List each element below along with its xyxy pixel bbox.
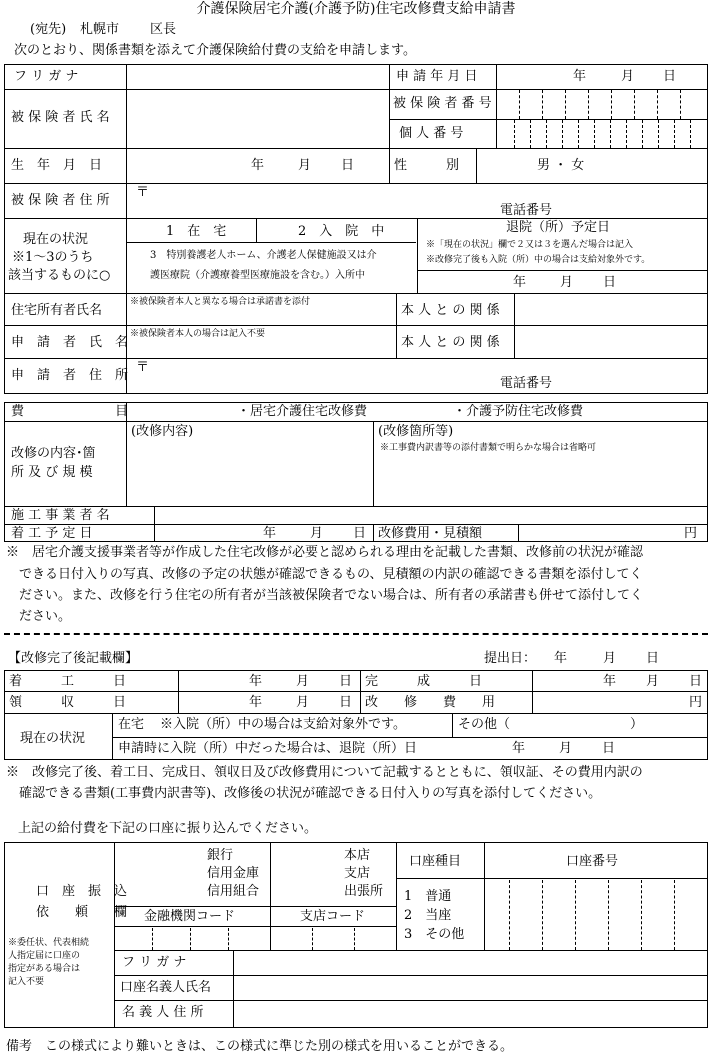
remarks: 備考 この様式により難いときは、この様式に準じた別の様式を用いることができる。 [6, 1039, 514, 1054]
status-label-3: 該当するものに○ [8, 268, 111, 283]
account-type-other[interactable]: 3 その他 [404, 927, 465, 942]
content-sub-label: (改修内容) [131, 424, 194, 439]
bank-note-4: 記入不要 [8, 977, 45, 987]
furigana-label: フ リ ガ ナ [14, 69, 79, 84]
start-day: 日 [339, 674, 353, 689]
addressee-city: 札幌市 [80, 22, 120, 37]
complete-month: 月 [646, 674, 660, 689]
account-type-normal[interactable]: 1 普通 [404, 889, 452, 904]
branch-code-label: 支店コード [300, 909, 366, 924]
content-input[interactable] [128, 442, 371, 504]
receipt-month: 月 [296, 695, 310, 710]
cost-option-home[interactable]: ・居宅介護住宅改修費 [237, 404, 368, 419]
holder-address-input[interactable] [235, 1002, 707, 1027]
insured-name-input[interactable] [128, 91, 387, 147]
status-other-close: ） [630, 717, 644, 732]
branch-type-branch[interactable]: 支店 [344, 866, 371, 881]
discharge-day-2: 日 [602, 741, 616, 756]
start-planned-month: 月 [310, 526, 324, 541]
application-month: 月 [621, 69, 635, 84]
discharge-year-2: 年 [512, 741, 526, 756]
contractor-label: 施 工 事 業 者 名 [11, 508, 110, 523]
status-option-facility-2: 護医療院（介護療養型医療施設を含む。）入所中 [150, 270, 365, 281]
gender-label: 性 別 [394, 158, 460, 173]
content-label-1: 改修の内容･箇 [11, 446, 96, 461]
gender-options[interactable]: 男 ・ 女 [537, 158, 585, 173]
addressee-prefix: (宛先) [30, 22, 67, 37]
cut-line [4, 633, 708, 635]
complete-day-label: 完 成 日 [365, 674, 483, 689]
application-year: 年 [573, 69, 587, 84]
addressee-role: 区長 [150, 22, 177, 37]
bank-intro: 上記の給付費を下記の口座に振り込んでください。 [18, 821, 318, 836]
postal-mark: 〒 [136, 185, 150, 200]
status-option-home[interactable]: 1 在 宅 [166, 224, 227, 239]
location-sub-label: (改修箇所等) [378, 424, 454, 439]
receipt-year: 年 [249, 695, 263, 710]
receipt-day: 日 [339, 695, 353, 710]
discharge-date-label: 退院（所）予定日 [506, 220, 611, 235]
complete-year: 年 [603, 674, 617, 689]
birth-year: 年 [251, 158, 265, 173]
start-day-label: 着 工 日 [9, 674, 127, 689]
submit-month: 月 [603, 651, 617, 666]
personal-number-label: 個 人 番 号 [399, 126, 464, 141]
note2-line-2: 確認できる書類(工事費内訳書等)、改修後の状況が確認できる日付入りの写真を添付してください。 [6, 786, 602, 801]
completion-status-label: 現在の状況 [20, 731, 86, 746]
content-label-2: 所 及 び 規 模 [11, 465, 93, 480]
discharge-month: 月 [560, 275, 574, 290]
contractor-input[interactable] [156, 508, 706, 523]
note1-line-4: ださい。 [6, 609, 72, 624]
holder-furigana-input[interactable] [235, 952, 707, 974]
status-other[interactable]: その他（ [458, 717, 511, 732]
phone-label: 電話番号 [500, 203, 553, 218]
holder-furigana-label: フ リ ガ ナ [122, 955, 187, 970]
note1-line-3: ださい。また、改修を行う住宅の所有者が当該被保険者でない場合は、所有者の承諾書も併せて添付してく [6, 588, 644, 603]
bank-label-2: 依 頼 欄 [36, 905, 128, 920]
note2-line-1: ※ 改修完了後、着工日、完成日、領収日及び改修費用について記載するとともに、領収証、その費用内訳の [6, 765, 643, 780]
bank-note-1: ※委任状、代表相続 [8, 938, 90, 948]
form-title: 介護保険居宅介護(介護予防)住宅改修費支給申請書 [196, 1, 516, 17]
start-planned-label: 着 工 予 定 日 [11, 526, 93, 541]
note1-line-2: できる日付入りの写真、改修の予定の状態が確認できるもの、見積額の内訳の確認できる書類を添付してく [6, 567, 643, 582]
renovation-cost-label: 改 修 費 用 [365, 695, 496, 710]
applicant-name-label: 申 請 者 氏 名 [11, 335, 129, 350]
furigana-input[interactable] [128, 66, 387, 88]
completion-header: 【改修完了後記載欄】 [8, 651, 139, 666]
applicant-note: ※被保険者本人の場合は記入不要 [130, 329, 266, 339]
applicant-postal-mark: 〒 [136, 360, 150, 375]
insured-number-label: 被 保 険 者 番 号 [393, 96, 492, 111]
bank-note-3: 指定がある場合は [8, 964, 81, 974]
start-planned-year: 年 [263, 526, 277, 541]
holder-name-label: 口座名義人氏名 [120, 980, 212, 995]
applicant-relationship-label: 本 人 と の 関 係 [401, 335, 500, 350]
account-number-label: 口座番号 [566, 854, 619, 869]
discharge-note-1: ※「現在の状況」欄で２又は３を選んだ場合は記入 [426, 240, 634, 250]
discharge-month-2: 月 [559, 741, 573, 756]
submit-year: 年 [554, 651, 568, 666]
discharge-day: 日 [603, 275, 617, 290]
submit-date-label: 提出日： [484, 651, 537, 666]
start-planned-day: 日 [353, 526, 367, 541]
holder-address-label: 名 義 人 住 所 [122, 1005, 204, 1020]
intro-text: 次のとおり、関係書類を添えて介護保険給付費の支給を申請します。 [14, 43, 416, 58]
cost-item-label: 費 目 [11, 404, 129, 419]
status-option-hospital[interactable]: 2 入 院 中 [298, 224, 385, 239]
branch-type-main[interactable]: 本店 [344, 848, 371, 863]
account-type-label: 口座種目 [409, 854, 462, 869]
discharge-note-2: ※改修完了後も入院（所）中の場合は支給対象外です。 [426, 255, 651, 265]
complete-day: 日 [689, 674, 703, 689]
status-label-1: 現在の状況 [23, 232, 89, 247]
owner-name-label: 住宅所有者氏名 [11, 303, 103, 318]
status-label-2: ※1～3のうち [12, 250, 94, 265]
application-day: 日 [663, 69, 677, 84]
cost-estimate-yen: 円 [684, 526, 698, 541]
insured-address-label: 被 保 険 者 住 所 [11, 193, 110, 208]
bank-type-bank[interactable]: 銀行 [207, 848, 234, 863]
bank-type-kumiai[interactable]: 信用組合 [207, 884, 260, 899]
holder-name-input[interactable] [235, 977, 707, 999]
submit-day: 日 [646, 651, 660, 666]
status-option-facility-1[interactable]: 3 特別養護老人ホーム、介護老人保健施設又は介 [150, 250, 377, 261]
status-home-note: ※入院（所）中の場合は支給対象外です。 [160, 717, 406, 732]
receipt-day-label: 領 収 日 [9, 695, 127, 710]
status-hospital-discharge: 申請時に入院（所）中だった場合は、退院（所）日 [118, 741, 418, 756]
applicant-address-label: 申 請 者 住 所 [11, 368, 129, 383]
bank-code-label: 金融機関コード [144, 909, 236, 924]
birth-date-label: 生 年 月 日 [11, 158, 103, 173]
start-month: 月 [296, 674, 310, 689]
status-home[interactable]: 在宅 [118, 717, 145, 732]
owner-relationship-label: 本 人 と の 関 係 [401, 303, 500, 318]
bank-label-1: 口 座 振 込 [36, 884, 128, 899]
insured-name-label: 被 保 険 者 氏 名 [11, 110, 110, 125]
branch-type-office[interactable]: 出張所 [344, 884, 384, 899]
applicant-phone-label: 電話番号 [500, 376, 553, 391]
cost-option-prevention[interactable]: ・介護予防住宅改修費 [453, 404, 584, 419]
note1-line-1: ※ 居宅介護支援事業者等が作成した住宅改修が必要と認められる理由を記載した書類、改修前の状況が確認 [6, 545, 644, 560]
birth-day: 日 [341, 158, 355, 173]
location-note: ※工事費内訳書等の添付書類で明らかな場合は省略可 [380, 443, 597, 453]
cost-estimate-label: 改修費用・見積額 [378, 526, 483, 541]
discharge-year: 年 [513, 275, 527, 290]
bank-note-2: 人指定届に口座の [8, 951, 81, 961]
birth-month: 月 [298, 158, 312, 173]
bank-type-shinkin[interactable]: 信用金庫 [207, 866, 260, 881]
start-year: 年 [249, 674, 263, 689]
owner-note: ※被保険者本人と異なる場合は承諾書を添付 [130, 297, 311, 307]
renovation-cost-yen: 円 [689, 695, 703, 710]
account-type-current[interactable]: 2 当座 [404, 908, 452, 923]
application-date-label: 申 請 年 月 日 [396, 69, 478, 84]
